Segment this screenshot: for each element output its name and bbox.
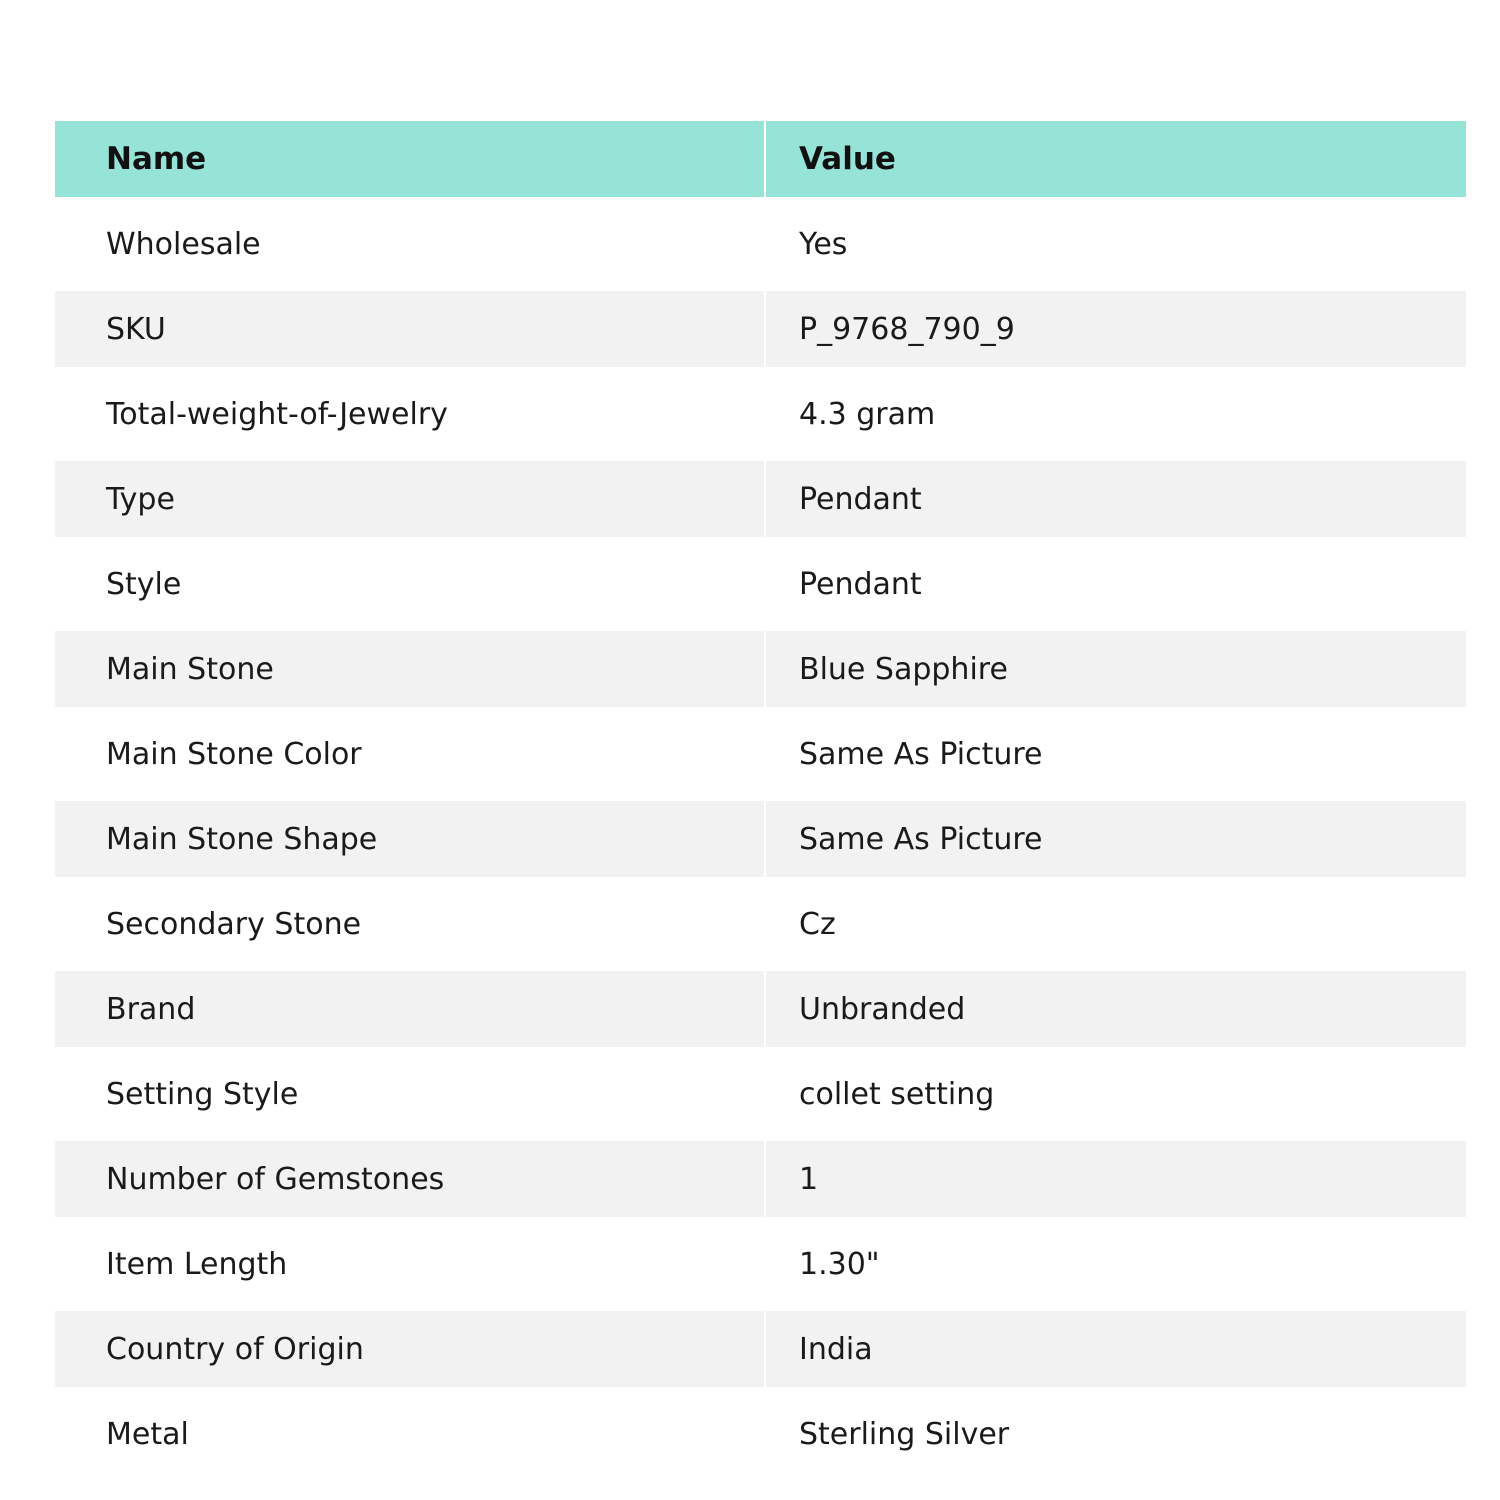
table-row xyxy=(55,1311,1466,1387)
spec-name-cell: Country of Origin xyxy=(55,1311,766,1387)
table-row xyxy=(55,801,1466,877)
table-row xyxy=(55,1217,1466,1311)
spec-value-cell: Sterling Silver xyxy=(766,1387,1466,1481)
spec-name-cell: Number of Gemstones xyxy=(55,1141,766,1217)
spec-value-cell: Yes xyxy=(766,197,1466,291)
spec-name-cell: Metal xyxy=(55,1387,766,1481)
spec-value-cell: Blue Sapphire xyxy=(766,631,1466,707)
spec-name-cell: Wholesale xyxy=(55,197,766,291)
spec-value-cell: Same As Picture xyxy=(766,801,1466,877)
table-row xyxy=(55,291,1466,367)
specifications-table xyxy=(55,121,1466,1481)
table-row xyxy=(55,877,1466,971)
spec-name-cell: Brand xyxy=(55,971,766,1047)
table-row xyxy=(55,1141,1466,1217)
spec-name-cell: Setting Style xyxy=(55,1047,766,1141)
spec-name-cell: Main Stone xyxy=(55,631,766,707)
table-body xyxy=(55,197,1466,1481)
spec-value-cell: 1 xyxy=(766,1141,1466,1217)
spec-value-cell: Unbranded xyxy=(766,971,1466,1047)
table-row xyxy=(55,1387,1466,1481)
spec-name-cell: Main Stone Color xyxy=(55,707,766,801)
table-row xyxy=(55,461,1466,537)
table-row xyxy=(55,197,1466,291)
spec-name-cell: Style xyxy=(55,537,766,631)
spec-name-cell: SKU xyxy=(55,291,766,367)
spec-name-cell: Type xyxy=(55,461,766,537)
table-row xyxy=(55,971,1466,1047)
table-row xyxy=(55,707,1466,801)
header-row xyxy=(55,121,1466,197)
spec-value-cell: collet setting xyxy=(766,1047,1466,1141)
spec-value-cell: India xyxy=(766,1311,1466,1387)
spec-value-cell: Pendant xyxy=(766,537,1466,631)
table-header xyxy=(55,121,1466,197)
spec-name-cell: Main Stone Shape xyxy=(55,801,766,877)
spec-value-cell: Same As Picture xyxy=(766,707,1466,801)
spec-value-cell: P_9768_790_9 xyxy=(766,291,1466,367)
table-row xyxy=(55,1047,1466,1141)
table-row xyxy=(55,537,1466,631)
spec-name-cell: Secondary Stone xyxy=(55,877,766,971)
spec-name-cell: Total-weight-of-Jewelry xyxy=(55,367,766,461)
spec-value-cell: 4.3 gram xyxy=(766,367,1466,461)
table-row xyxy=(55,367,1466,461)
spec-value-cell: 1.30" xyxy=(766,1217,1466,1311)
column-header-name: Name xyxy=(55,121,766,197)
table-row xyxy=(55,631,1466,707)
spec-value-cell: Pendant xyxy=(766,461,1466,537)
spec-name-cell: Item Length xyxy=(55,1217,766,1311)
spec-value-cell: Cz xyxy=(766,877,1466,971)
column-header-value: Value xyxy=(766,121,1466,197)
